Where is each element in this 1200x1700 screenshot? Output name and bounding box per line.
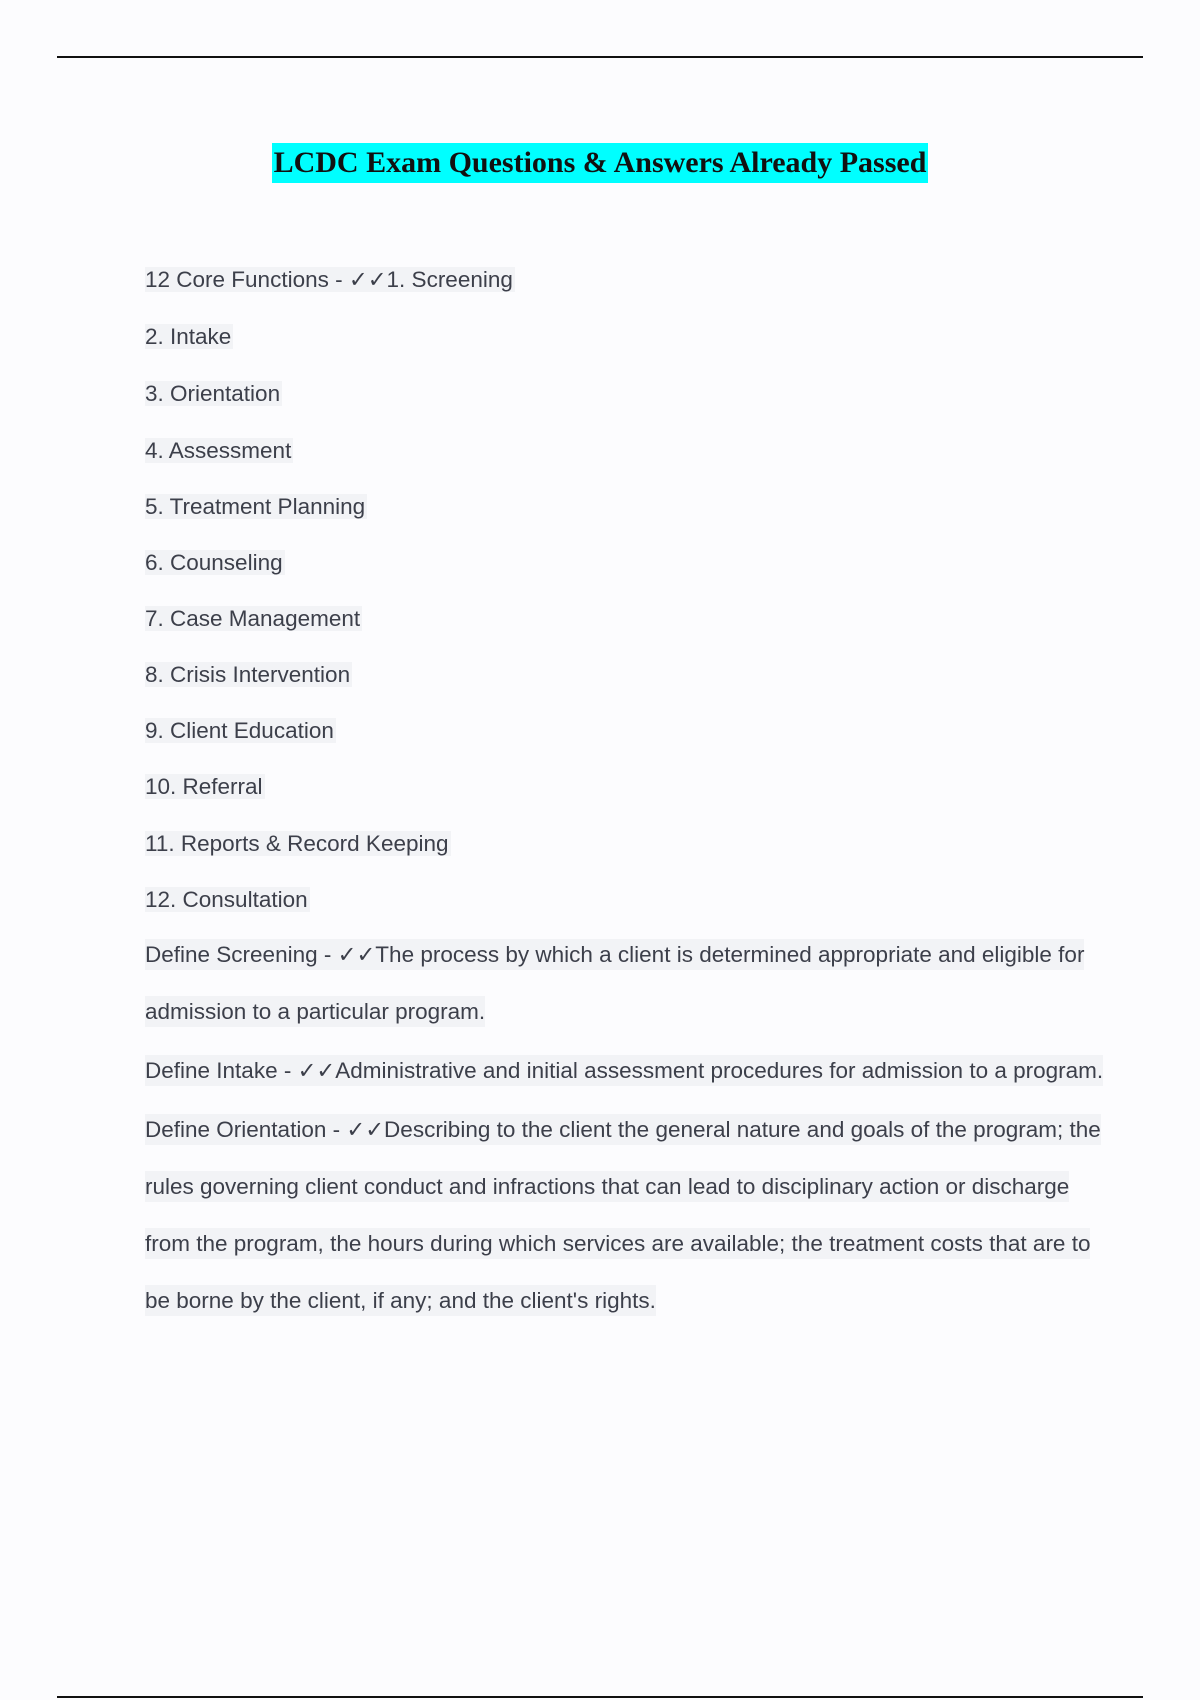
list-item (145, 435, 1105, 467)
document-body (145, 264, 1105, 1329)
core-function-11: 11. Reports & Record Keeping (145, 831, 449, 856)
definition-intake-text: Define Intake - ✓✓Administrative and initial assessment procedures for admission to a program. (145, 1055, 1103, 1086)
core-function-7: 7. Case Management (145, 606, 361, 631)
core-functions-intro-text: 12 Core Functions - ✓✓1. Screening (145, 267, 513, 292)
definition-orientation-text: Define Orientation - ✓✓Describing to the client the general nature and goals of the program; the rules governing client conduct and infractions that can lead to disciplinary action or discharge from the program, the hours during which services are available; the treatment costs that are to be borne by the client, if any; and the client's rights. (145, 1114, 1101, 1316)
core-function-8: 8. Crisis Intervention (145, 662, 351, 687)
title-container (0, 143, 1200, 183)
core-function-3: 3. Orientation (145, 381, 281, 406)
core-function-5: 5. Treatment Planning (145, 494, 366, 519)
list-item (145, 659, 1105, 691)
core-function-4: 4. Assessment (145, 438, 292, 463)
list-item (145, 884, 1105, 916)
definition-screening-text: Define Screening - ✓✓The process by which a client is determined appropriate and eligible for admission to a particular program. (145, 939, 1084, 1027)
list-item (145, 828, 1105, 860)
footer-rule (57, 1696, 1143, 1698)
core-functions-intro (145, 264, 1105, 296)
core-function-9: 9. Client Education (145, 718, 334, 743)
list-item (145, 715, 1105, 747)
core-function-6: 6. Counseling (145, 550, 283, 575)
definition-orientation (145, 1101, 1105, 1329)
document-title: LCDC Exam Questions & Answers Already Passed (272, 143, 929, 183)
list-item (145, 378, 1105, 410)
list-item (145, 547, 1105, 579)
definition-intake (145, 1042, 1105, 1099)
core-function-2: 2. Intake (145, 324, 232, 349)
list-item (145, 603, 1105, 635)
list-item (145, 771, 1105, 803)
list-item (145, 321, 1105, 353)
core-function-12: 12. Consultation (145, 887, 308, 912)
definition-screening (145, 926, 1105, 1040)
core-function-10: 10. Referral (145, 774, 263, 799)
list-item (145, 491, 1105, 523)
header-rule (57, 56, 1143, 58)
